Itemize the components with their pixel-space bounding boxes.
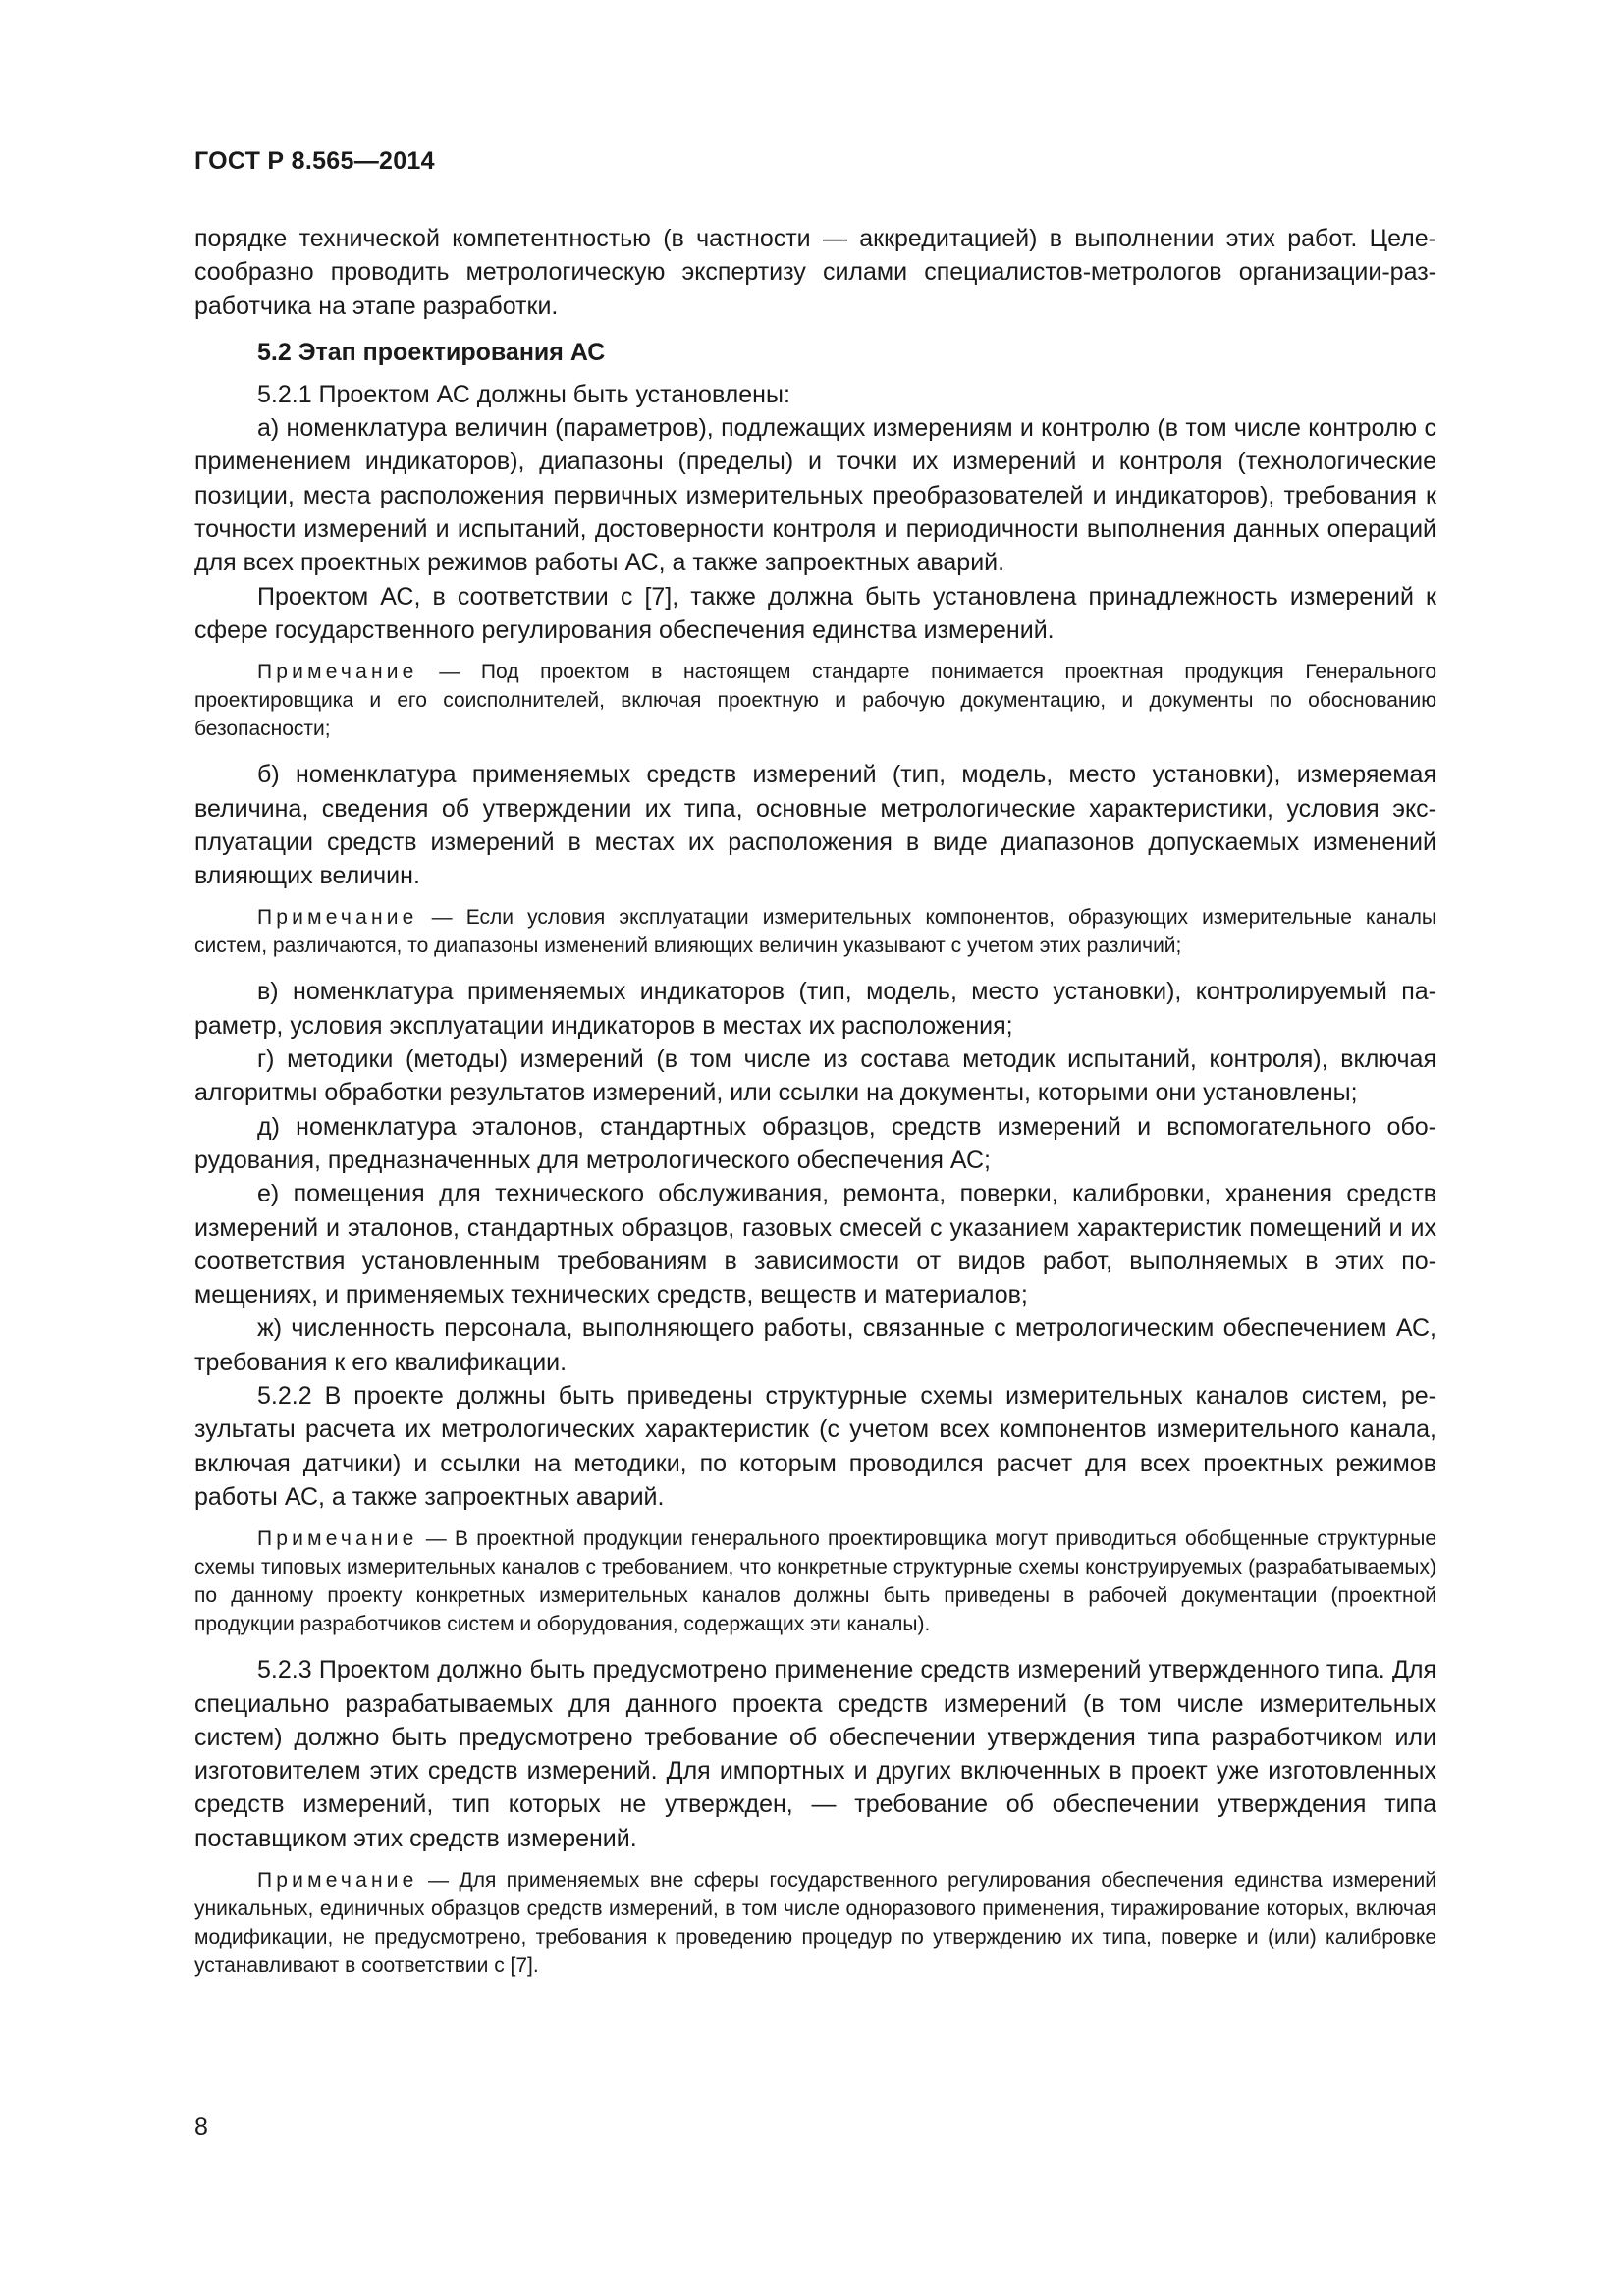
list-item-a: а) номенклатура величин (параметров), подлежащих измерениям и контролю (в том числе контролю с применением индикаторов), диапазоны (пределы) и точки их измерений и контроля (технологические позиции, места расположения первичных измерительных преобразователей и индикаторов), требования к точности измерений и испытаний, достоверности контроля и периодичности выполнения данных операций для всех проектных режимов работы АС, а также запроектных аварий.: [194, 414, 1436, 577]
note-4: [194, 1866, 1436, 1980]
note-1-text: — Под проектом в настоящем стандарте понимается проектная продукция Генерального проектировщика и его соисполнителей, включая проектную и рабочую документацию, и документы по обоснованию безопасности;: [194, 661, 1436, 741]
note-label: Примечание: [257, 1527, 418, 1551]
paragraph-5-2-1: 5.2.1 Проектом АС должны быть установлены:: [257, 380, 790, 408]
list-item-v: в) номенклатура применяемых индикаторов (тип, модель, место установки), контролируемый параметр, условия эксплуатации индикаторов в местах их расположения;: [194, 978, 1436, 1040]
document-header: ГОСТ Р 8.565—2014: [194, 147, 435, 175]
paragraph-intro: порядке технической компетентностью (в частности — аккредитацией) в выполнении этих работ. Целесообразно проводить метрологическую экспертизу силами специалистов-метрологов организации-разработчика на этапе разработки.: [194, 225, 1436, 320]
document-body: [194, 222, 1436, 1995]
note-3-text: — В проектной продукции генерального проектировщика могут приводиться обобщенные структурные схемы типовых измерительных каналов с требованием, что конкретные структурные схемы конструируемых (разрабатываемых) по данному проекту конкретных измерительных каналов должны быть приведены в рабочей документации (проектной продукции разработчиков систем и оборудования, содержащих эти каналы).: [194, 1527, 1436, 1636]
list-item-b: б) номенклатура применяемых средств измерений (тип, модель, место установки), измеряемая величина, сведения об утверждении их типа, основные метрологические характеристики, условия эксплуатации средств измерений в местах их расположения в виде диапазонов допускаемых изменений влияющих величин.: [194, 761, 1436, 890]
note-label: Примечание: [257, 1868, 418, 1892]
paragraph-5-2-3: 5.2.3 Проектом должно быть предусмотрено применение средств измерений утвержденного типа. Для специально разрабатываемых для данного проекта средств измерений (в том числе измерительных систем) должно быть предусмотрено требование об обеспечении утверждения типа разработчиком или изготовителем этих средств измерений. Для импортных и других включенных в проект уже изготовленных средств измерений, тип которых не утвержден, — требование об обеспечении утверждения типа поставщиком этих средств измерений.: [194, 1656, 1436, 1852]
list-item-d: д) номенклатура эталонов, стандартных образцов, средств измерений и вспомогательного оборудования, предназначенных для метрологического обеспечения АС;: [194, 1112, 1436, 1174]
note-2: [194, 903, 1436, 960]
list-item-g: г) методики (методы) измерений (в том числе из состава методик испытаний, контроля), включая алгоритмы обработки результатов измерений, или ссылки на документы, которыми они установлены;: [194, 1045, 1436, 1107]
section-heading-5-2: 5.2 Этап проектирования АС: [257, 338, 606, 366]
note-4-text: — Для применяемых вне сферы государственного регулирования обеспечения единства измерений уникальных, единичных образцов средств измерений, в том числе одноразового применения, тиражирование которых, включая модификации, не предусмотрено, требования к проведению процедур по утверждению их типа, поверке и (или) калибровке устанавливают в соответствии с [7].: [194, 1868, 1436, 1977]
note-2-text: — Если условия эксплуатации измерительных компонентов, образующих измерительные каналы систем, различаются, то диапазоны изменений влияющих величин указывают с учетом этих различий;: [194, 906, 1436, 958]
note-1: [194, 658, 1436, 743]
list-item-e: е) помещения для технического обслуживания, ремонта, поверки, калибровки, хранения средств измерений и эталонов, стандартных образцов, газовых смесей с указанием характеристик помещений и их соответствия установленным требованиям в зависимости от видов работ, выполняемых в этих помещениях, и применяемых технических средств, веществ и материалов;: [194, 1180, 1436, 1309]
note-3: [194, 1524, 1436, 1638]
note-label: Примечание: [257, 661, 418, 684]
list-item-zh: ж) численность персонала, выполняющего работы, связанные с метрологическим обеспечением АС, требования к его квалификации.: [194, 1314, 1436, 1376]
page-number: 8: [194, 2113, 208, 2141]
paragraph-project-7: Проектом АС, в соответствии с [7], также должна быть установлена принадлежность измерений к сфере государственного регулирования обеспечения единства измерений.: [194, 582, 1436, 644]
paragraph-5-2-2: 5.2.2 В проекте должны быть приведены структурные схемы измерительных каналов систем, результаты расчета их метрологических характеристик (с учетом всех компонентов измерительного канала, включая датчики) и ссылки на методики, по которым проводился расчет для всех проектных режимов работы АС, а также запроектных аварий.: [194, 1382, 1436, 1511]
note-label: Примечание: [257, 906, 418, 930]
